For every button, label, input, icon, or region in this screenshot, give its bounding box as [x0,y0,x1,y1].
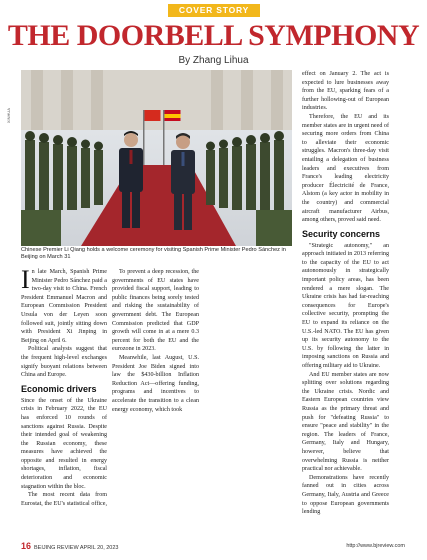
section-heading-economic: Economic drivers [21,383,97,394]
photo-caption: Chinese Premier Li Qiang holds a welcome ceremony for visiting Spanish Prime Minister Pedro Sánchez in Beijing on March 31 [21,247,286,261]
section-kicker: COVER STORY [168,4,260,17]
body-paragraph: And EU member states are now splitting over solutions regarding the Ukraine crisis. Nordic and Eastern European countries view Russia as the primary threat and push for "defeating Russia" to ensure "peace and stability" in the region. The leaders of France, Germany, Italy and Hungary, however, believe that overwhelming Russia is neither practical nor achievable. [302,371,389,473]
welcome-ceremony-illustration [21,70,292,246]
body-paragraph: To prevent a deep recession, the governments of EU states have provided fiscal support, leading to public finances being sorely tested and risking the sustainability of government debt. The European Commission predicted that GDP growth will come in at a mere 0.3 percent for both the EU and the eurozone in 2023. [112,269,199,353]
body-paragraph: Meanwhile, last August, U.S. President Joe Biden signed into law the $430-billion Inflation Reduction Act—offering funding, programs and incentives to accelerate the transition to a clean energy economy, which took [112,354,199,413]
body-paragraph: effect on January 2. The act is expected to lure businesses away from the EU, sparking fears of a further hollowing-out of European industries. [302,71,389,112]
photo-credit: XINHUA [6,108,11,124]
lead-paragraph [21,265,107,345]
page-number: 16 [21,541,32,551]
byline: By Zhang Lihua [178,55,249,66]
body-paragraph: Political analysts suggest that the frequent high-level exchanges signify buoyant relations between China and Europe. [21,346,107,379]
page-footer [21,541,405,551]
body-paragraph: "Strategic autonomy," an approach initiated in 2013 referring to the capacity of the EU to act autonomously in strategically important policy areas, has been rendered a mere slogan. The Ukraine crisis has had far-reaching consequences for Europe's collective security, prompting the EU to expand its reliance on the U.S.-led NATO. The EU has given up its security autonomy to the U.S. by following the latter in imposing sanctions on Russia and offering military aid to Ukraine. [302,242,389,369]
body-paragraph: The most recent data from Eurostat, the EU's statistical office, [21,492,107,507]
body-paragraph: Since the onset of the Ukraine crisis in February 2022, the EU has enforced 10 rounds of sanctions against Russia. Despite their intended goal of weakening the Russian economy, these measures have achieved the opposite and resulted in energy shortages, inflation, fiscal deterioration and economic stagnation within the bloc. [21,397,107,490]
drop-cap: I [21,265,30,294]
article-headline: THE DOORBELL SYMPHONY [7,19,420,52]
section-heading-security: Security concerns [302,228,381,239]
article-column-2 [112,268,199,538]
body-paragraph: Therefore, the EU and its member states are in urgent need of securing more orders from China to alleviate their economic struggles. Macron's three-day visit entailing a delegation of business leaders and executives from France's leading electricity producer Électricité de France, Alstom (a key actor in mobility in the country) and commercial aircraft manufacturer Airbus, among others, proved said need. [302,113,389,224]
body-paragraph: Demonstrations have recently fanned out in cities across Germany, Italy, Austria and Greece to oppose European governments lending [302,474,389,516]
article-photo [21,70,292,246]
footer-left [21,541,119,551]
issue-label: BEIJING REVIEW APRIL 20, 2023 [34,545,119,551]
lead-text: n late March, Spanish Prime Minister Pedro Sánchez paid a two-day visit to China. French President Emmanuel Macron and European Commission President Ursula von der Leyen soon followed suit, jointly sitting down with President Xi Jinping in Beijing on April 6. [21,269,107,344]
website-url[interactable]: http://www.bjreview.com [346,543,405,549]
article-column-1 [21,265,107,508]
article-column-3 [302,70,389,538]
